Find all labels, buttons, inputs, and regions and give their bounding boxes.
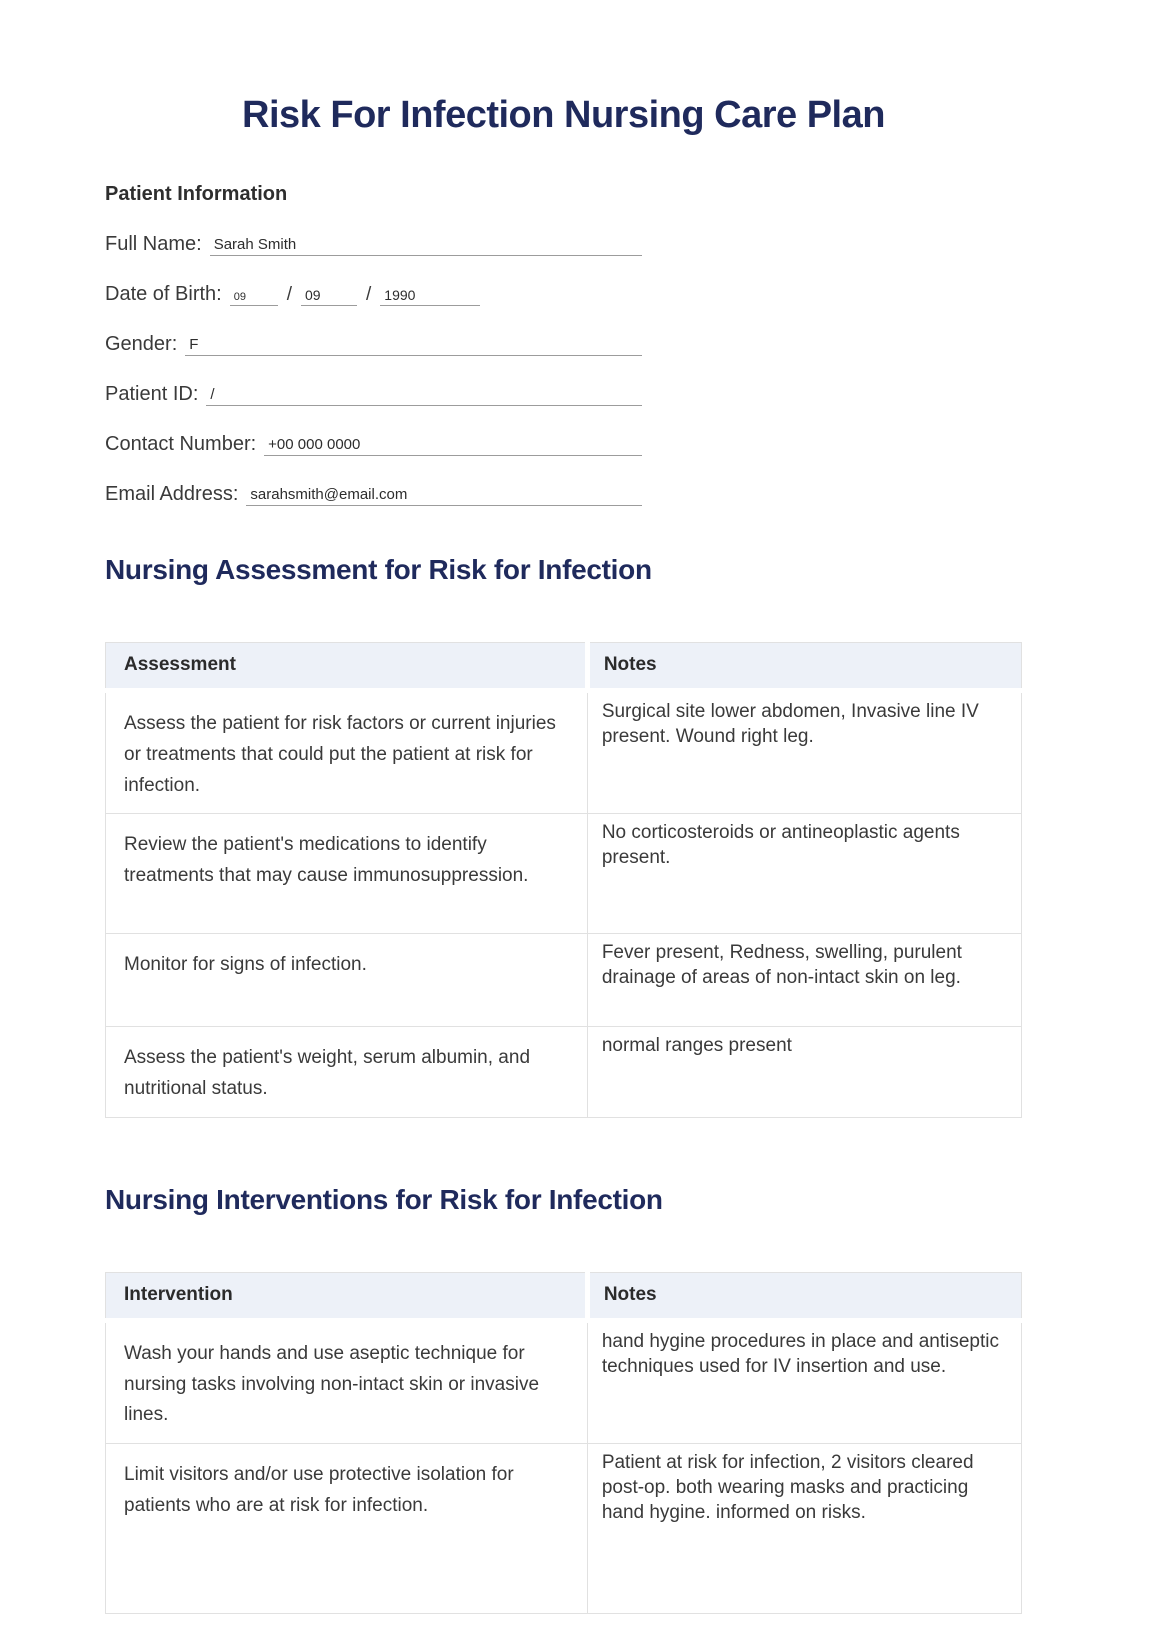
notes-cell[interactable]: normal ranges present	[587, 1027, 1021, 1118]
patient-id-value[interactable]: /	[206, 386, 642, 406]
contact-number-value[interactable]: +00 000 0000	[264, 436, 642, 456]
full-name-field	[105, 230, 642, 256]
intervention-column-header: Intervention	[106, 1272, 588, 1320]
assessment-cell: Review the patient's medications to identify treatments that may cause immunosuppression.	[106, 814, 588, 934]
gender-label: Gender:	[105, 333, 178, 355]
dob-separator: /	[286, 284, 292, 305]
table-row	[106, 814, 1022, 934]
table-row	[106, 1320, 1022, 1443]
table-row	[106, 691, 1022, 814]
table-row	[106, 1444, 1022, 1614]
full-name-label: Full Name:	[105, 233, 202, 255]
email-address-field	[105, 480, 642, 506]
email-address-label: Email Address:	[105, 483, 239, 505]
notes-cell[interactable]: Patient at risk for infection, 2 visitors cleared post-op. both wearing masks and practicing hand hygine. informed on risks.	[587, 1444, 1021, 1614]
contact-number-label: Contact Number:	[105, 433, 257, 455]
assessment-section-heading: Nursing Assessment for Risk for Infection	[105, 554, 652, 585]
notes-column-header: Notes	[587, 643, 1021, 691]
dob-day-value[interactable]: 09	[230, 291, 278, 306]
assessment-cell: Assess the patient's weight, serum albumin, and nutritional status.	[106, 1027, 588, 1118]
table-row	[106, 1027, 1022, 1118]
interventions-table	[105, 1272, 1022, 1614]
notes-cell[interactable]: No corticosteroids or antineoplastic agents present.	[587, 814, 1021, 934]
interventions-table-header-row	[106, 1272, 1022, 1320]
date-of-birth-label: Date of Birth:	[105, 283, 222, 305]
gender-field	[105, 330, 642, 356]
table-row	[106, 934, 1022, 1027]
notes-column-header: Notes	[587, 1272, 1021, 1320]
gender-value[interactable]: F	[185, 336, 642, 356]
patient-info-heading: Patient Information	[105, 183, 288, 205]
assessment-table-header-row	[106, 643, 1022, 691]
assessment-column-header: Assessment	[106, 643, 588, 691]
dob-separator: /	[366, 284, 372, 305]
assessment-table	[105, 642, 1022, 1118]
notes-cell[interactable]: Surgical site lower abdomen, Invasive line IV present. Wound right leg.	[587, 691, 1021, 814]
interventions-section-heading: Nursing Interventions for Risk for Infection	[105, 1183, 663, 1215]
date-of-birth-field	[105, 280, 642, 306]
patient-id-field	[105, 380, 642, 406]
patient-info-section	[105, 183, 642, 506]
notes-cell[interactable]: Fever present, Redness, swelling, purulent drainage of areas of non-intact skin on leg.	[587, 934, 1021, 1027]
assessment-cell: Monitor for signs of infection.	[106, 934, 588, 1027]
intervention-cell: Limit visitors and/or use protective isolation for patients who are at risk for infection.	[106, 1444, 588, 1614]
document-title: Risk For Infection Nursing Care Plan	[242, 94, 885, 136]
dob-month-value[interactable]: 09	[301, 287, 357, 306]
assessment-cell: Assess the patient for risk factors or current injuries or treatments that could put the patient at risk for infection.	[106, 691, 588, 814]
email-address-value[interactable]: sarahsmith@email.com	[246, 486, 642, 506]
dob-year-value[interactable]: 1990	[380, 287, 480, 306]
notes-cell[interactable]: hand hygine procedures in place and antiseptic techniques used for IV insertion and use.	[587, 1320, 1021, 1443]
contact-number-field	[105, 430, 642, 456]
patient-id-label: Patient ID:	[105, 383, 199, 405]
full-name-value[interactable]: Sarah Smith	[210, 236, 642, 256]
intervention-cell: Wash your hands and use aseptic technique for nursing tasks involving non-intact skin or invasive lines.	[106, 1320, 588, 1443]
